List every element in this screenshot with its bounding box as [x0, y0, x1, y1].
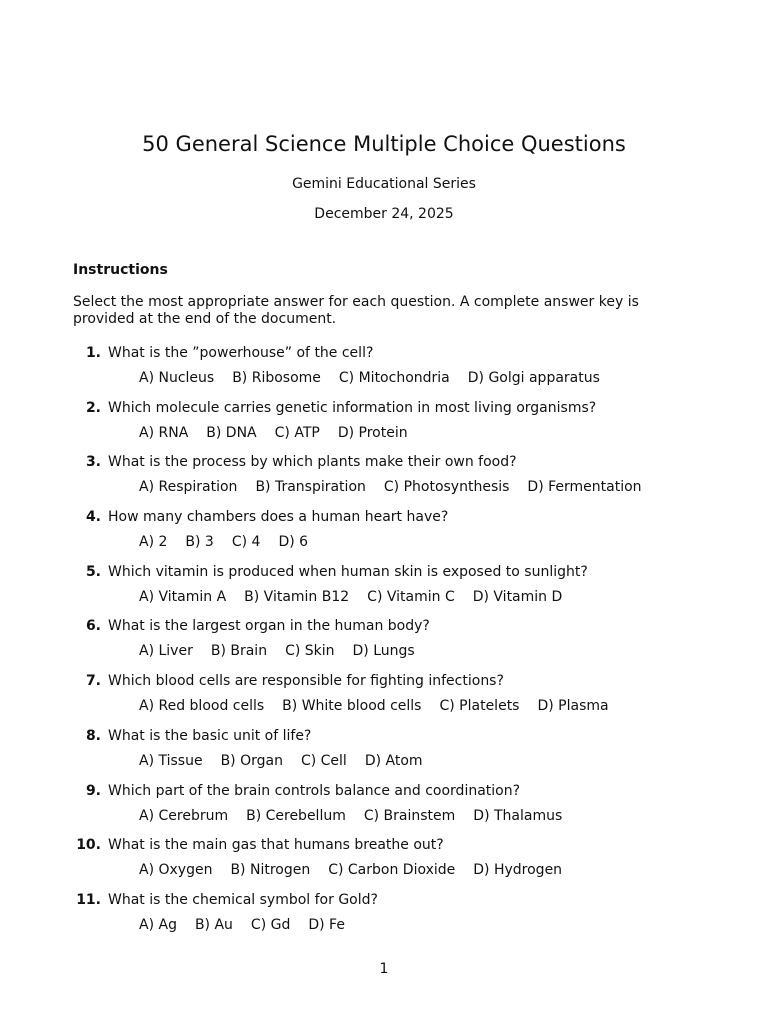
answer-option: D) Plasma	[537, 698, 609, 715]
question-number: 4.	[85, 509, 101, 526]
question-item	[0, 830, 768, 885]
answer-option: C) Photosynthesis	[383, 479, 510, 496]
answer-option: C) Platelets	[439, 698, 520, 715]
answer-option: A) Cerebrum	[139, 807, 229, 824]
answer-option: A) RNA	[139, 424, 189, 441]
answer-option: B) Brain	[210, 643, 268, 660]
answer-option: B) Cerebellum	[246, 807, 346, 824]
answer-option: C) Vitamin C	[367, 588, 455, 605]
answer-option: A) Vitamin A	[139, 588, 227, 605]
answer-option: D) Fe	[308, 916, 345, 933]
question-text: Which molecule carries genetic information in most living organisms?	[108, 399, 597, 416]
answer-option: C) Cell	[300, 752, 347, 769]
question-text: What is the largest organ in the human body?	[108, 618, 430, 635]
answer-options	[139, 696, 627, 716]
answer-option: B) 3	[185, 534, 214, 551]
answer-option: D) Lungs	[352, 643, 415, 660]
question-number: 7.	[85, 673, 101, 690]
answer-option: B) White blood cells	[282, 698, 422, 715]
answer-option: B) Nitrogen	[230, 862, 311, 879]
answer-options	[139, 641, 433, 661]
answer-option: B) Vitamin B12	[244, 588, 350, 605]
answer-option: B) Ribosome	[232, 370, 321, 386]
question-item	[0, 502, 768, 557]
instructions-text: Select the most appropriate answer for each question. A complete answer key is provided at the end of the document.	[73, 294, 639, 327]
answer-option: A) Nucleus	[139, 370, 215, 386]
answer-option: C) Skin	[285, 643, 335, 660]
page-number: 1	[379, 961, 389, 977]
question-number: 6.	[85, 618, 101, 635]
answer-option: A) Respiration	[139, 479, 238, 496]
answer-options	[139, 587, 580, 607]
question-item	[0, 776, 768, 831]
answer-option: C) Mitochondria	[338, 370, 450, 386]
question-text: What is the chemical symbol for Gold?	[108, 891, 378, 908]
answer-options	[139, 860, 580, 880]
answer-option: B) Organ	[220, 752, 283, 769]
answer-option: B) DNA	[206, 424, 257, 441]
answer-option: A) Ag	[139, 916, 177, 933]
answer-options	[139, 915, 363, 935]
question-item	[0, 611, 768, 666]
question-number: 9.	[85, 782, 101, 799]
document-title: 50 General Science Multiple Choice Questions	[142, 132, 626, 156]
question-text: What is the main gas that humans breathe out?	[108, 837, 444, 854]
question-number: 10.	[76, 837, 101, 854]
answer-options	[139, 423, 426, 443]
answer-option: A) 2	[139, 534, 168, 551]
answer-option: A) Liver	[139, 643, 193, 660]
question-text: What is the ”powerhouse” of the cell?	[108, 345, 374, 361]
question-text: What is the basic unit of life?	[108, 727, 312, 744]
question-number: 1.	[85, 345, 101, 361]
answer-option: A) Tissue	[139, 752, 203, 769]
answer-option: C) Carbon Dioxide	[328, 862, 456, 879]
question-number: 3.	[85, 454, 101, 471]
question-number: 8.	[85, 727, 101, 744]
answer-options	[139, 477, 660, 497]
answer-option: D) 6	[278, 534, 309, 551]
answer-options	[139, 368, 618, 388]
answer-option: D) Vitamin D	[472, 588, 563, 605]
document-author: Gemini Educational Series	[292, 176, 476, 192]
answer-option: B) Au	[194, 916, 233, 933]
question-item	[0, 666, 768, 721]
question-item	[0, 885, 768, 940]
answer-option: C) 4	[231, 534, 261, 551]
question-text: Which vitamin is produced when human skin is exposed to sunlight?	[108, 563, 588, 580]
answer-option: D) Golgi apparatus	[467, 370, 600, 386]
instructions-heading: Instructions	[73, 262, 168, 278]
question-text: Which blood cells are responsible for fighting infections?	[108, 673, 504, 690]
answer-option: C) Brainstem	[363, 807, 456, 824]
question-item	[0, 721, 768, 776]
question-text: Which part of the brain controls balance and coordination?	[108, 782, 521, 799]
answer-option: D) Hydrogen	[473, 862, 563, 879]
question-text: What is the process by which plants make their own food?	[108, 454, 517, 471]
question-number: 11.	[76, 891, 101, 908]
question-number: 5.	[85, 563, 101, 580]
document-date: December 24, 2025	[314, 206, 454, 222]
answer-options	[139, 532, 326, 552]
question-text: How many chambers does a human heart have?	[108, 509, 449, 526]
question-item	[0, 557, 768, 612]
question-item	[0, 393, 768, 448]
answer-option: D) Atom	[364, 752, 423, 769]
answer-option: D) Thalamus	[473, 807, 563, 824]
question-item	[0, 447, 768, 502]
answer-option: C) Gd	[250, 916, 291, 933]
question-item	[0, 338, 768, 393]
question-number: 2.	[85, 399, 101, 416]
answer-options	[139, 806, 580, 826]
answer-option: B) Transpiration	[255, 479, 366, 496]
answer-option: D) Fermentation	[527, 479, 642, 496]
answer-option: D) Protein	[337, 424, 408, 441]
question-list	[0, 338, 768, 940]
answer-option: A) Red blood cells	[139, 698, 265, 715]
answer-option: C) ATP	[274, 424, 320, 441]
answer-options	[139, 751, 441, 771]
answer-option: A) Oxygen	[139, 862, 213, 879]
